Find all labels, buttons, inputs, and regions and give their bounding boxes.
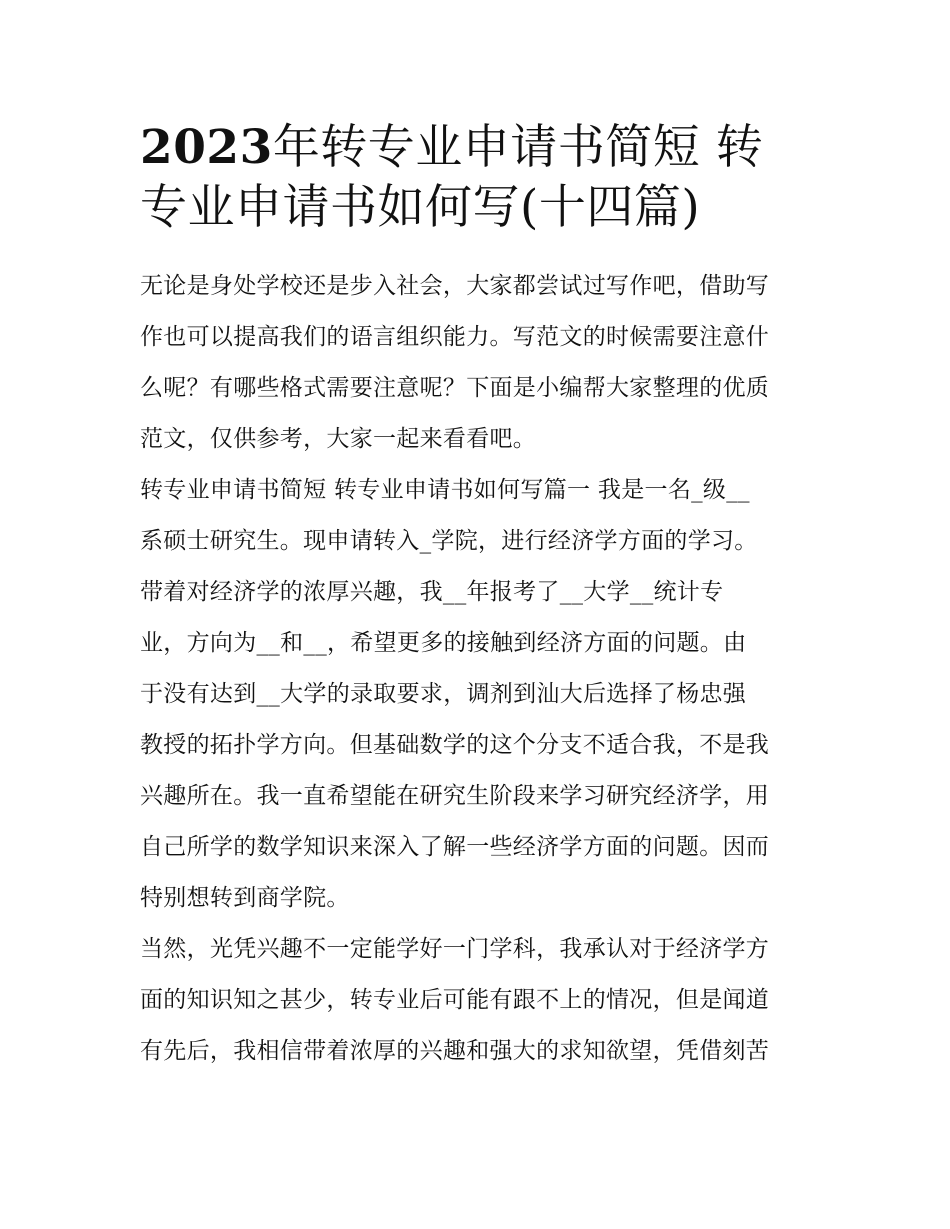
title-line-1-text: 年转专业申请书简短 转 [272,120,764,175]
body-line: 系硕士研究生。现申请转入_学院，进行经济学方面的学习。 [140,528,758,554]
body-line: 带着对经济学的浓厚兴趣，我__年报考了__大学__统计专 [140,579,724,605]
body-line: 特别想转到商学院。 [140,885,350,911]
body-line: 自己所学的数学知识来深入了解一些经济学方面的问题。因而 [140,834,770,860]
title-year: 2023 [140,120,273,175]
body-line: 么呢？有哪些格式需要注意呢？下面是小编帮大家整理的优质 [140,375,770,401]
body-line: 有先后，我相信带着浓厚的兴趣和强大的求知欲望，凭借刻苦 [140,1038,770,1064]
title-line-2: 专业申请书如何写(十四篇) [140,180,701,235]
title-line-1 [140,118,812,178]
body-line: 于没有达到__大学的录取要求，调剂到汕大后选择了杨忠强 [140,681,747,707]
body-line: 面的知识知之甚少，转专业后可能有跟不上的情况，但是闻道 [140,987,770,1013]
body-line: 转专业申请书简短 转专业申请书如何写篇一 我是一名_级__ [140,477,750,503]
body-line: 教授的拓扑学方向。但基础数学的这个分支不适合我，不是我 [140,732,770,758]
body-line: 无论是身处学校还是步入社会，大家都尝试过写作吧，借助写 [140,273,770,299]
document-body [140,261,812,1077]
document-page [140,118,812,1077]
body-line: 范文，仅供参考，大家一起来看看吧。 [140,426,537,452]
document-title [140,118,812,238]
body-line: 业，方向为__和__，希望更多的接触到经济方面的问题。由 [140,630,747,656]
body-line: 作也可以提高我们的语言组织能力。写范文的时候需要注意什 [140,324,770,350]
body-line: 兴趣所在。我一直希望能在研究生阶段来学习研究经济学，用 [140,783,770,809]
body-line: 当然，光凭兴趣不一定能学好一门学科，我承认对于经济学方 [140,936,770,962]
